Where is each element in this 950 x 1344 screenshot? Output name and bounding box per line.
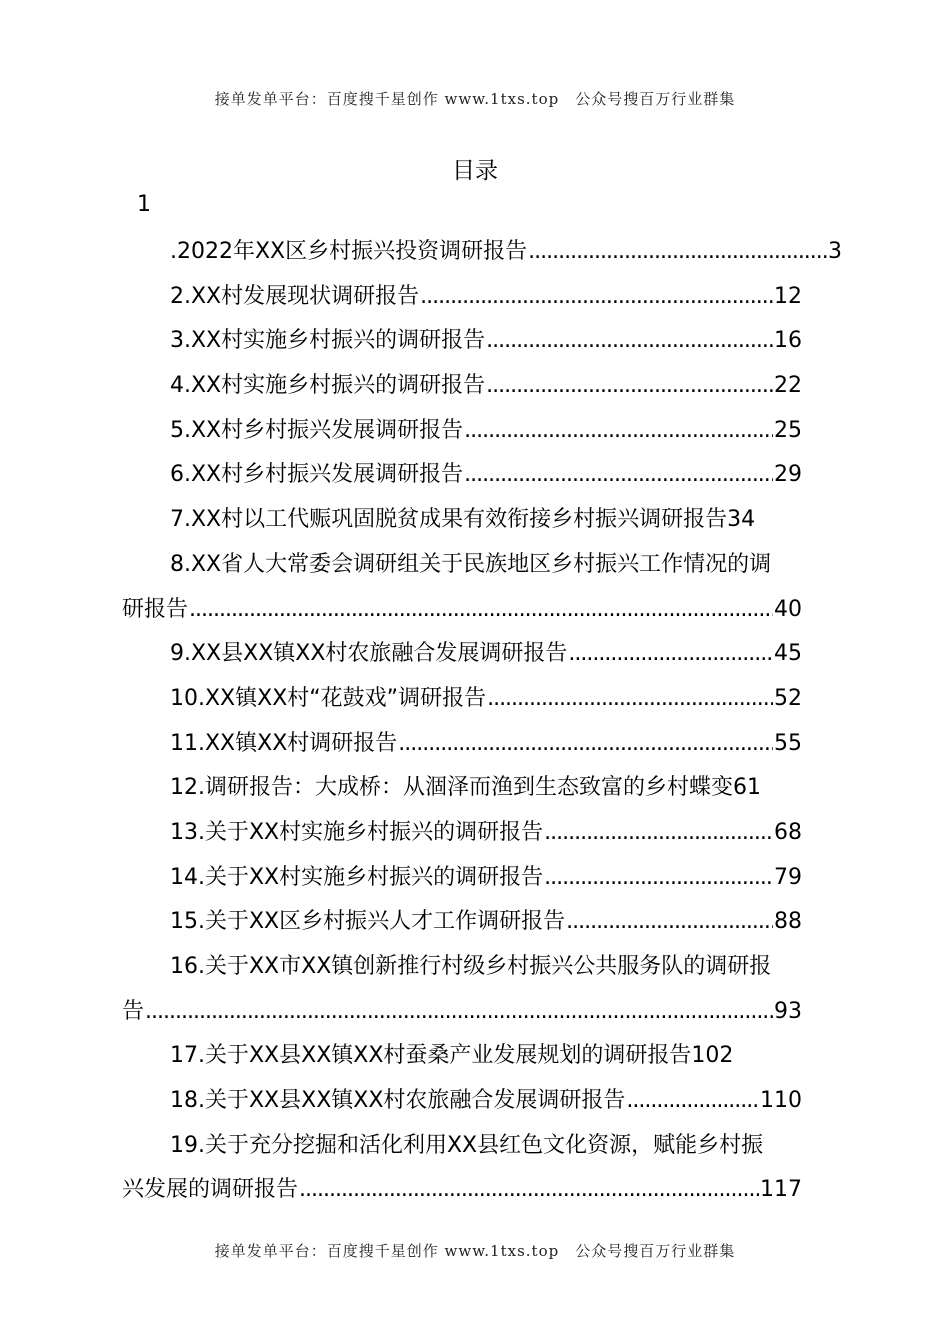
toc-entry-line1[interactable] <box>122 543 842 588</box>
toc-leader-dots <box>189 588 773 633</box>
toc-entry-page: 40 <box>774 596 802 622</box>
toc-entry-title: 7.XX村以工代赈巩固脱贫成果有效衔接乡村振兴调研报告 <box>170 507 728 533</box>
toc-entry-page: 22 <box>774 373 802 399</box>
toc-entry[interactable] <box>122 275 802 320</box>
toc-entry-page: 68 <box>774 819 802 845</box>
toc-entry-title: .2022年XX区乡村振兴投资调研报告 <box>170 239 528 264</box>
toc-entry-page: 34 <box>727 507 756 533</box>
toc-number-label: 1 <box>137 192 151 217</box>
toc-entry-page: 25 <box>774 417 802 443</box>
toc-leader-dots <box>299 1168 759 1213</box>
toc-leader-dots <box>464 409 773 454</box>
toc-entry-title: 16.关于XX市XX镇创新推行村级乡村振兴公共服务队的调研报 <box>170 954 772 979</box>
toc-entry-page: 117 <box>760 1177 802 1203</box>
toc-entry[interactable] <box>122 1079 802 1124</box>
toc-entry-title: 18.关于XX县XX镇XX村农旅融合发展调研报告 <box>170 1088 626 1114</box>
page-title: 目录 <box>452 158 498 184</box>
toc-entry[interactable] <box>122 230 842 275</box>
toc-entry-title: 10.XX镇XX村“花鼓戏”调研报告 <box>170 685 487 711</box>
toc-leader-dots <box>544 811 773 856</box>
toc-entry-page: 29 <box>774 462 802 488</box>
toc-entry[interactable] <box>122 409 802 454</box>
toc-leader-dots <box>487 677 773 722</box>
toc-leader-dots <box>528 230 827 275</box>
toc-leader-dots <box>566 900 773 945</box>
toc-entry-page: 110 <box>760 1088 802 1114</box>
header-watermark: 接单发单平台：百度搜千星创作 www.1txs.top 公众号搜百万行业群集 <box>214 90 736 108</box>
toc-entry-title: 9.XX县XX镇XX村农旅融合发展调研报告 <box>170 641 568 667</box>
toc-entry-page: 79 <box>774 864 802 890</box>
footer-watermark: 接单发单平台：百度搜千星创作 www.1txs.top 公众号搜百万行业群集 <box>214 1242 736 1260</box>
toc-entry[interactable] <box>122 319 802 364</box>
toc-leader-dots <box>626 1079 759 1124</box>
toc-entry[interactable] <box>122 900 802 945</box>
toc-leader-dots <box>464 453 773 498</box>
toc-entry-page: 55 <box>774 730 802 756</box>
toc-entry-line2[interactable] <box>122 1168 802 1213</box>
toc-list <box>122 230 842 1213</box>
toc-entry[interactable] <box>122 811 802 856</box>
toc-entry-title: 6.XX村乡村振兴发展调研报告 <box>170 462 464 488</box>
toc-entry[interactable] <box>122 453 802 498</box>
toc-entry-page: 93 <box>774 998 802 1024</box>
toc-leader-dots <box>486 364 773 409</box>
toc-entry-title: 17.关于XX县XX镇XX村蚕桑产业发展规划的调研报告 <box>170 1043 692 1069</box>
toc-entry-title: 15.关于XX区乡村振兴人才工作调研报告 <box>170 909 566 935</box>
toc-leader-dots <box>398 722 773 767</box>
toc-entry-line2[interactable] <box>122 588 802 633</box>
toc-entry[interactable] <box>122 766 842 811</box>
toc-leader-dots <box>544 856 773 901</box>
toc-entry-page: 3 <box>828 239 842 264</box>
toc-entry[interactable] <box>122 677 802 722</box>
toc-entry-title: 14.关于XX村实施乡村振兴的调研报告 <box>170 864 544 890</box>
toc-entry-page: 16 <box>774 328 802 354</box>
toc-entry-page: 102 <box>691 1043 734 1069</box>
toc-entry-page: 88 <box>774 909 802 935</box>
toc-entry-title: 5.XX村乡村振兴发展调研报告 <box>170 417 464 443</box>
toc-entry-title: 3.XX村实施乡村振兴的调研报告 <box>170 328 486 354</box>
toc-entry-page: 12 <box>774 283 802 309</box>
toc-entry-title: 4.XX村实施乡村振兴的调研报告 <box>170 373 486 399</box>
toc-entry-title: 13.关于XX村实施乡村振兴的调研报告 <box>170 819 544 845</box>
toc-entry-line1[interactable] <box>122 945 842 990</box>
toc-entry-page: 52 <box>774 685 802 711</box>
toc-leader-dots <box>420 275 773 320</box>
toc-entry[interactable] <box>122 856 802 901</box>
toc-entry-title: 12.调研报告：大成桥：从涸泽而渔到生态致富的乡村蝶变 <box>170 775 733 801</box>
toc-entry-line1[interactable] <box>122 1124 842 1169</box>
toc-entry-page: 61 <box>733 775 761 801</box>
toc-entry-title-cont: 研报告 <box>122 596 189 622</box>
toc-entry-title: 11.XX镇XX村调研报告 <box>170 730 398 756</box>
toc-entry[interactable] <box>122 722 802 767</box>
toc-leader-dots <box>486 319 773 364</box>
toc-entry-title: 19.关于充分挖掘和活化利用XX县红色文化资源，赋能乡村振 <box>170 1132 764 1158</box>
toc-entry[interactable] <box>122 364 802 409</box>
toc-leader-dots <box>568 632 773 677</box>
toc-entry[interactable] <box>122 632 802 677</box>
toc-leader-dots <box>145 990 773 1035</box>
toc-entry[interactable] <box>122 1034 842 1079</box>
toc-entry-title: 2.XX村发展现状调研报告 <box>170 283 420 309</box>
toc-entry-page: 45 <box>774 641 802 667</box>
toc-entry-title: 8.XX省人大常委会调研组关于民族地区乡村振兴工作情况的调 <box>170 551 772 577</box>
toc-entry[interactable] <box>122 498 842 543</box>
toc-entry-title-cont: 兴发展的调研报告 <box>122 1177 299 1203</box>
toc-entry-line2[interactable] <box>122 990 802 1035</box>
toc-entry-title-cont: 告 <box>122 998 145 1024</box>
